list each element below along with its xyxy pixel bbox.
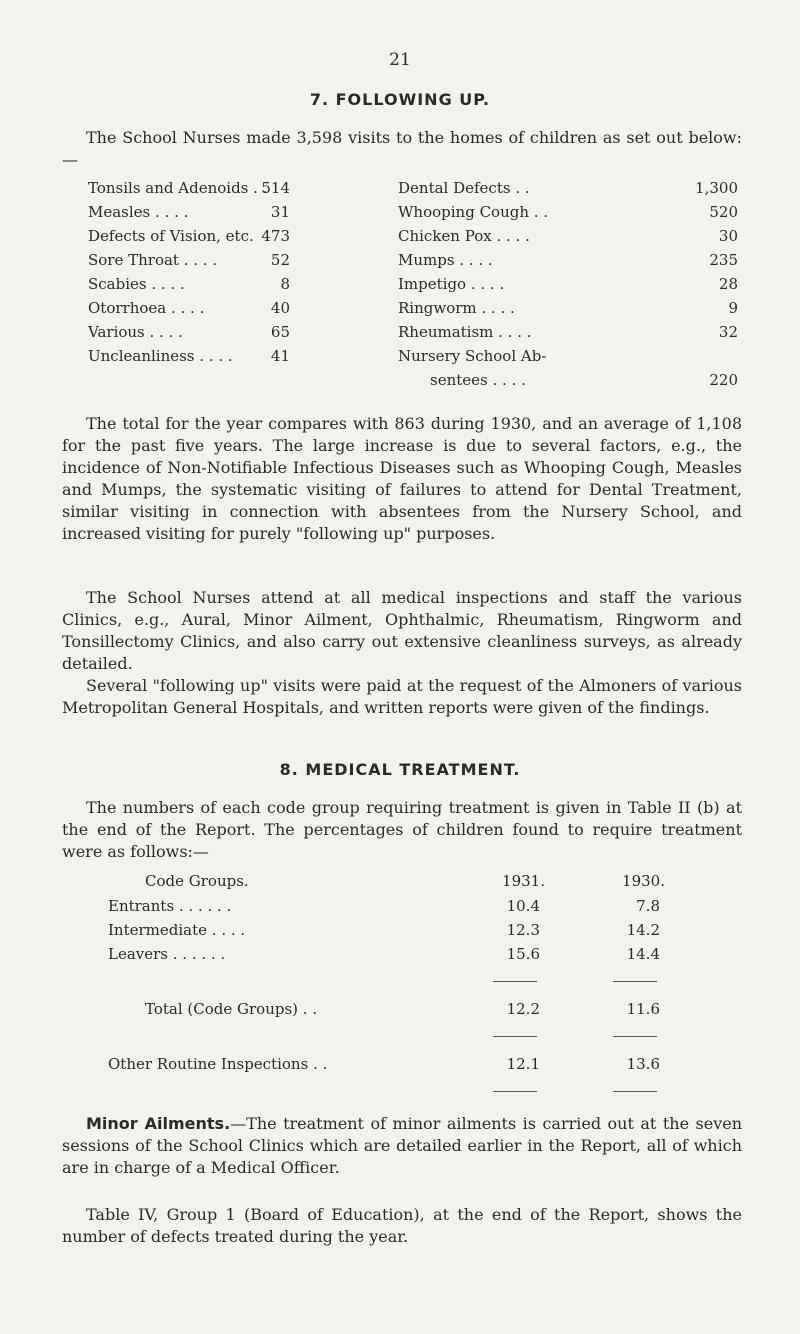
visit-label: Scabies . . . . xyxy=(88,275,185,293)
visit-count: 30 xyxy=(718,227,738,245)
total-label: Total (Code Groups) . . xyxy=(145,1000,318,1018)
visit-label: Impetigo . . . . xyxy=(398,275,505,293)
sum-rule xyxy=(493,981,537,982)
section-7-intro: The School Nurses made 3,598 visits to the homes of children as set out below:— xyxy=(62,128,742,169)
minor-ailments-text: —The treatment of minor ailments is carried out at the seven sessions of the School Clinics which are detailed earlier in the Report, all of which are in charge of a Medical Officer. xyxy=(62,1114,743,1177)
row-label: Intermediate . . . . xyxy=(108,921,246,939)
visit-label: Measles . . . . xyxy=(88,203,189,221)
visit-count: 1,300 xyxy=(695,179,738,197)
visit-count: 235 xyxy=(709,251,738,269)
minor-ailments-title: Minor Ailments. xyxy=(86,1114,231,1133)
visit-label: Whooping Cough . . xyxy=(398,203,549,221)
visit-count: 28 xyxy=(718,275,738,293)
value-1930: 7.8 xyxy=(636,897,660,915)
section-7-heading: 7. FOLLOWING UP. xyxy=(309,90,491,109)
visit-label: Dental Defects . . xyxy=(398,179,530,197)
value-1931: 15.6 xyxy=(506,945,540,963)
visit-count: 40 xyxy=(270,299,290,317)
visit-count: 9 xyxy=(728,299,738,317)
section-8-intro: The numbers of each code group requiring treatment is given in Table II (b) at the end of the Report. The percentages of children found to require treatment were as follows:— xyxy=(62,798,742,861)
other-1930: 13.6 xyxy=(626,1055,660,1073)
column-header-1931: 1931. xyxy=(502,872,545,890)
column-header-1930: 1930. xyxy=(622,872,665,890)
visit-count: 473 xyxy=(261,227,290,245)
visit-label: Nursery School Ab- xyxy=(398,347,547,365)
visit-count: 220 xyxy=(709,371,738,389)
sum-rule xyxy=(613,1036,657,1037)
visit-label: Uncleanliness . . . . xyxy=(88,347,233,365)
minor-ailments-paragraph xyxy=(62,1113,742,1179)
value-1931: 12.3 xyxy=(506,921,540,939)
visit-count: 514 xyxy=(261,179,290,197)
other-label: Other Routine Inspections . . xyxy=(108,1055,328,1073)
row-label: Entrants . . . . . . xyxy=(108,897,232,915)
visit-label: Sore Throat . . . . xyxy=(88,251,218,269)
sum-rule xyxy=(613,981,657,982)
visit-count: 8 xyxy=(280,275,290,293)
visit-label: Various . . . . xyxy=(88,323,183,341)
section-8-heading: 8. MEDICAL TREATMENT. xyxy=(279,760,521,779)
visit-label: Rheumatism . . . . xyxy=(398,323,532,341)
visit-count: 31 xyxy=(270,203,290,221)
visit-count: 41 xyxy=(270,347,290,365)
sum-rule xyxy=(613,1091,657,1092)
other-1931: 12.1 xyxy=(506,1055,540,1073)
visit-label: Defects of Vision, etc. xyxy=(88,227,254,245)
total-1930: 11.6 xyxy=(626,1000,660,1018)
sum-rule xyxy=(493,1036,537,1037)
visit-label: Chicken Pox . . . . xyxy=(398,227,530,245)
section-7-paragraph-1: The total for the year compares with 863 during 1930, and an average of 1,108 for the past five years. The large increase is due to several factors, e.g., the incidence of Non-Notifiable Infectious Diseases such as Whooping Cough, Measles and Mumps, the systematic visiting of failures to attend for Dental Treatment, similar visiting in connection with absentees from the Nursery School, and increased visiting for purely "following up" purposes. xyxy=(62,414,742,543)
total-1931: 12.2 xyxy=(506,1000,540,1018)
visit-count: 52 xyxy=(270,251,290,269)
visit-label: Otorrhoea . . . . xyxy=(88,299,205,317)
visit-count: 65 xyxy=(270,323,290,341)
value-1930: 14.2 xyxy=(626,921,660,939)
section-7-paragraph-2: The School Nurses attend at all medical inspections and staff the various Clinics, e.g., Aural, Minor Ailment, Ophthalmic, Rheumatism, Ringworm and Tonsillectomy Clinics, and also carry out extensive cleanliness surveys, as already detailed. xyxy=(62,588,742,673)
row-label: Leavers . . . . . . xyxy=(108,945,226,963)
visit-label: Ringworm . . . . xyxy=(398,299,515,317)
page-number: 21 xyxy=(389,50,411,70)
section-7-paragraph-3: Several "following up" visits were paid at the request of the Almoners of various Metropolitan General Hospitals, and written reports were given of the findings. xyxy=(62,676,742,717)
visit-label-continued: sentees . . . . xyxy=(430,371,526,389)
value-1930: 14.4 xyxy=(626,945,660,963)
visit-count: 520 xyxy=(709,203,738,221)
visit-label: Tonsils and Adenoids . . xyxy=(88,179,268,197)
column-header-code-groups: Code Groups. xyxy=(145,872,249,890)
sum-rule xyxy=(493,1091,537,1092)
visit-count: 32 xyxy=(718,323,738,341)
value-1931: 10.4 xyxy=(506,897,540,915)
table-iv-paragraph: Table IV, Group 1 (Board of Education), at the end of the Report, shows the number of defects treated during the year. xyxy=(62,1205,742,1246)
visit-label: Mumps . . . . xyxy=(398,251,493,269)
